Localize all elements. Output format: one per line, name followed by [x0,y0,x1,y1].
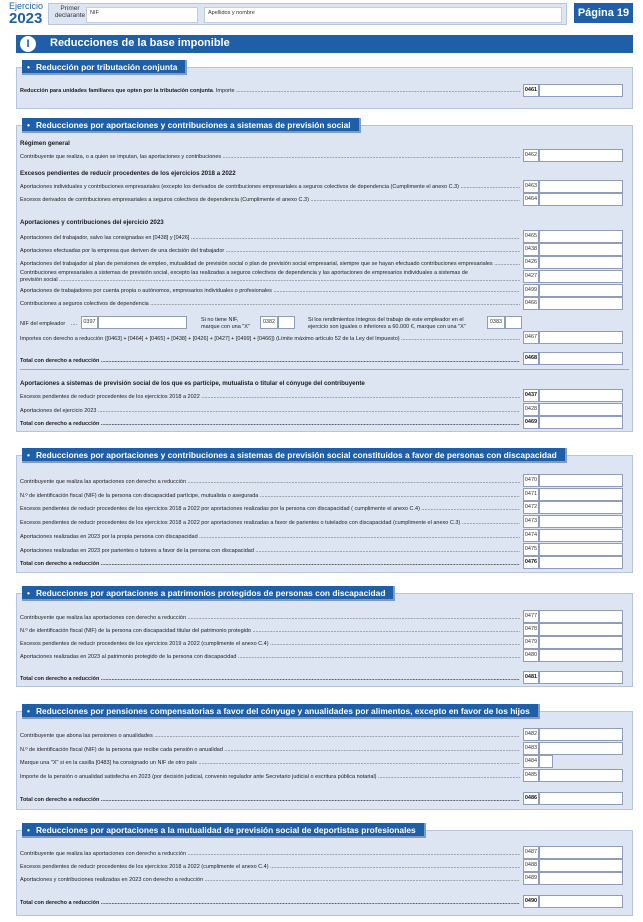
section-discapacidad-prevision [16,450,633,573]
input-0467[interactable] [539,331,623,344]
ejercicio-label: Ejercicio [9,1,44,11]
input-0476[interactable] [539,556,623,569]
bullet-icon: • [27,825,30,835]
section-title: • Reducciones por aportaciones a patrimonios protegidos de personas con discapacidad [22,586,395,601]
row-0478-label: N.º de identificación fiscal (NIF) de la persona con discapacidad titular del patrimonio protegido ..... [20,628,520,634]
input-0438[interactable] [539,243,623,256]
heading-aportaciones-2023: Aportaciones y contribuciones del ejercicio 2023 [20,219,164,226]
code-0462: 0462 [523,149,539,162]
code-0472: 0472 [523,501,539,514]
code-0469: 0469 [523,416,539,429]
row-0438-label: Aportaciones efectuadas por la empresa que deriven de una decisión del trabajador ..... [20,248,520,254]
section-tributacion-conjunta [16,62,633,109]
sin-nif-label-1: Si no tiene NIF, [201,317,239,323]
section-title: • Reducción por tributación conjunta [22,60,187,75]
input-0479[interactable] [539,636,623,649]
row-0463-label: Aportaciones individuales y contribuciones empresariales (excepto los derivados de contribuciones empresariales a seguros colectivos de dependencia (Cumplimente el anexo C.3) ..... [20,184,520,190]
row-0467-label: Importes con derecho a reducción ([0463] + [0464] + [0465] + [0438] + [0426] + [0427] + [0499] + [0466]) (Límite máximo artículo 52 de la Ley del Impuesto) ..... [20,336,520,342]
total-0476-label: Total con derecho a reducción ..... [20,561,520,567]
row-0461-label: Reducción para unidades familiares que opten por la tributación conjunta. Importe ..... [20,88,520,94]
input-0485[interactable] [539,769,623,782]
row-0466-label: Contribuciones a seguros colectivos de dependencia ..... [20,301,520,307]
page-number-badge: Página 19 [574,3,633,23]
sin-nif-label-2: marque con una "X" [201,324,250,330]
input-0427[interactable] [539,270,623,283]
code-0482: 0482 [523,728,539,741]
input-0470[interactable] [539,474,623,487]
row-0480-label: Aportaciones realizadas en 2023 al patrimonio protegido de la persona con discapacidad ..... [20,654,520,660]
row-0474-label: Aportaciones realizadas en 2023 por la propia persona con discapacidad ..... [20,534,520,540]
row-0426-label: Aportaciones del trabajador al plan de pensiones de empleo, mutualidad de previsión social o plan de previsión social empresarial, siempre que se hayan efectuado contribuciones empresariales ..... [20,261,520,267]
code-0474: 0474 [523,529,539,542]
code-0473: 0473 [523,515,539,528]
input-0426[interactable] [539,256,623,269]
input-0465[interactable] [539,230,623,243]
row-0487-label: Contribuyente que realiza las aportaciones con derecho a reducción ..... [20,851,520,857]
code-0479: 0479 [523,636,539,649]
row-0471-label: N.º de identificación fiscal (NIF) de la persona con discapacidad partícipe, mutualista o asegurada ..... [20,493,520,499]
section-title: • Reducciones por aportaciones y contribuciones a sistemas de previsión social [22,118,361,133]
total-0486-label: Total con derecho a reducción ..... [20,797,520,803]
section-deportistas-profesionales [16,825,633,916]
heading-excesos: Excesos pendientes de reducir procedentes de los ejercicios 2018 a 2022 [20,170,236,177]
row-0465-label: Aportaciones del trabajador, salvo las consignadas en [0438] y [0426] ..... [20,235,520,241]
input-0471[interactable] [539,488,623,501]
code-0465: 0465 [523,230,539,243]
input-0469[interactable] [539,416,623,429]
row-0482-label: Contribuyente que abona las pensiones o anualidades ..... [20,733,520,739]
row-0427-label-2: previsión social ..... [20,277,520,283]
code-0483: 0483 [523,742,539,755]
code-0464: 0464 [523,193,539,206]
input-0489[interactable] [539,872,623,885]
input-0475[interactable] [539,543,623,556]
input-0499[interactable] [539,284,623,297]
code-0438: 0438 [523,243,539,256]
input-0466[interactable] [539,297,623,310]
input-0462[interactable] [539,149,623,162]
code-0466: 0466 [523,297,539,310]
input-0428[interactable] [539,403,623,416]
input-0461[interactable] [539,84,623,97]
code-0471: 0471 [523,488,539,501]
heading-regimen-general: Régimen general [20,140,70,147]
roman-numeral-badge: I [20,36,36,52]
code-0467: 0467 [523,331,539,344]
code-0427: 0427 [523,270,539,283]
bullet-icon: • [27,706,30,716]
section-title: • Reducciones por aportaciones y contribuciones a sistemas de previsión social constituidos a favor de personas con discapacidad [22,448,567,463]
input-0483[interactable] [539,742,623,755]
code-0461: 0461 [523,84,539,97]
nif-field[interactable]: NIF [86,7,198,23]
input-0397[interactable] [98,316,187,329]
checkbox-0484[interactable] [539,755,553,768]
code-0484: 0484 [523,755,539,768]
heading-conyuge: Aportaciones a sistemas de previsión social de los que es partícipe, mutualista o titular el cónyuge del contribuyente [20,380,365,387]
input-0474[interactable] [539,529,623,542]
row-0485-label: Importe de la pensión o anualidad satisfecha en 2023 (por decisión judicial, convenio regulador ante Secretario judicial o escritura pública notarial) ..... [20,774,520,780]
main-section-title [16,35,633,53]
input-0487[interactable] [539,846,623,859]
input-0477[interactable] [539,610,623,623]
code-0397: 0397 [81,316,98,329]
row-0464-label: Excesos derivados de contribuciones empresariales a seguros colectivos de dependencia (Cumplimente el anexo C.3) ..... [20,197,520,203]
code-0428: 0428 [523,403,539,416]
row-0427-label-1: Contribuciones empresariales a sistemas de previsión social, excepto las realizadas a seguros colectivos de dependencia y las aportaciones de empresarios individuales a sistemas de [20,270,468,276]
code-0486: 0486 [523,792,539,805]
code-0485: 0485 [523,769,539,782]
input-0437[interactable] [539,389,623,402]
row-0437-label: Excesos pendientes de reducir procedentes de los ejercicios 2018 a 2022 ..... [20,394,520,400]
code-0476: 0476 [523,556,539,569]
input-0463[interactable] [539,180,623,193]
row-0479-label: Excesos pendientes de reducir procedentes de los ejercicios 2019 a 2022 (cumplimente el anexo C.4) ..... [20,641,520,647]
row-0428-label: Aportaciones del ejercicio 2023 ..... [20,408,520,414]
total-0490-label: Total con derecho a reducción ..... [20,900,520,906]
main-title-text: Reducciones de la base imponible [50,37,230,49]
nif-empleador-label: NIF del empleador [20,321,66,327]
code-0463: 0463 [523,180,539,193]
input-0480[interactable] [539,649,623,662]
input-0473[interactable] [539,515,623,528]
bullet-icon: • [27,588,30,598]
input-0490[interactable] [539,895,623,908]
section-title: • Reducciones por aportaciones a la mutualidad de previsión social de deportistas profesionales [22,823,426,838]
row-0473-label: Excesos pendientes de reducir procedentes de los ejercicios 2018 a 2022 por aportaciones realizadas a favor de parientes o tutelados con discapacidad (cumplimente el anexo C.3) ..... [20,520,520,526]
code-0488: 0488 [523,859,539,872]
code-0382: 0382 [260,316,278,329]
code-0426: 0426 [523,256,539,269]
code-0468: 0468 [523,352,539,365]
code-0477: 0477 [523,610,539,623]
code-0489: 0489 [523,872,539,885]
code-0383: 0383 [487,316,505,329]
primer-declarante-label: Primer declarante [54,5,86,19]
dots-separator: .... [71,321,78,327]
total-0469-label: Total con derecho a reducción ..... [20,421,520,427]
bullet-icon: • [27,120,30,130]
section-patrimonios-protegidos [16,588,633,687]
input-0488[interactable] [539,859,623,872]
row-0484-label: Marque una "X" si en la casilla [0483] ha consignado un NIF de otro país ..... [20,760,520,766]
input-0468[interactable] [539,352,623,365]
code-0475: 0475 [523,543,539,556]
input-0486[interactable] [539,792,623,805]
checkbox-0383[interactable] [505,316,522,329]
code-0490: 0490 [523,895,539,908]
bullet-icon: • [27,62,30,72]
bullet-icon: • [27,450,30,460]
form-header [0,0,643,30]
code-0480: 0480 [523,649,539,662]
ejercicio-year: 2023 [9,10,43,27]
input-0464[interactable] [539,193,623,206]
divider [20,369,629,370]
row-0477-label: Contribuyente que realiza las aportaciones con derecho a reducción ..... [20,615,520,621]
code-0481: 0481 [523,671,539,684]
input-0472[interactable] [539,501,623,514]
code-0487: 0487 [523,846,539,859]
row-0462-label: Contribuyente que realiza, o a quien se imputan, las aportaciones y contribuciones ..... [20,154,520,160]
row-0499-label: Aportaciones de trabajadores por cuenta propia o autónomos, empresarios individuales o profesionales ..... [20,288,520,294]
rendimientos-label-2: ejercicio son iguales o inferiores a 60.000 €, marque con una "X" [308,324,466,330]
total-0468-label: Total con derecho a reducción ..... [20,358,520,364]
row-0488-label: Excesos pendientes de reducir procedentes de los ejercicios 2018 a 2022 (cumplimente el anexo C.4) ..... [20,864,520,870]
checkbox-0382[interactable] [278,316,295,329]
input-0481[interactable] [539,671,623,684]
section-pensiones-compensatorias [16,706,633,810]
row-0483-label: N.º de identificación fiscal (NIF) de la persona que recibe cada pensión o anualidad ..... [20,747,520,753]
section-prevision-social [16,120,633,432]
apellidos-nombre-field[interactable]: Apellidos y nombre [204,7,562,23]
input-0478[interactable] [539,623,623,636]
code-0499: 0499 [523,284,539,297]
code-0470: 0470 [523,474,539,487]
row-0472-label: Excesos pendientes de reducir procedentes de los ejercicios 2018 a 2022 por aportaciones realizadas por la persona con discapacidad ( cumplimente el anexo C.4) ..... [20,506,520,512]
section-title: • Reducciones por pensiones compensatorias a favor del cónyuge y anualidades por alimentos, excepto en favor de los hijos [22,704,540,719]
row-0475-label: Aportaciones realizadas en 2023 por parientes o tutores a favor de la persona con discapacidad ..... [20,548,520,554]
rendimientos-label-1: Si los rendimientos íntegros del trabajo de este empleador en el [308,317,464,323]
input-0482[interactable] [539,728,623,741]
row-0470-label: Contribuyente que realiza las aportaciones con derecho a reducción ..... [20,479,520,485]
row-0489-label: Aportaciones y contribuciones realizadas en 2023 con derecho a reducción ..... [20,877,520,883]
code-0478: 0478 [523,623,539,636]
code-0437: 0437 [523,389,539,402]
total-0481-label: Total con derecho a reducción ..... [20,676,520,682]
